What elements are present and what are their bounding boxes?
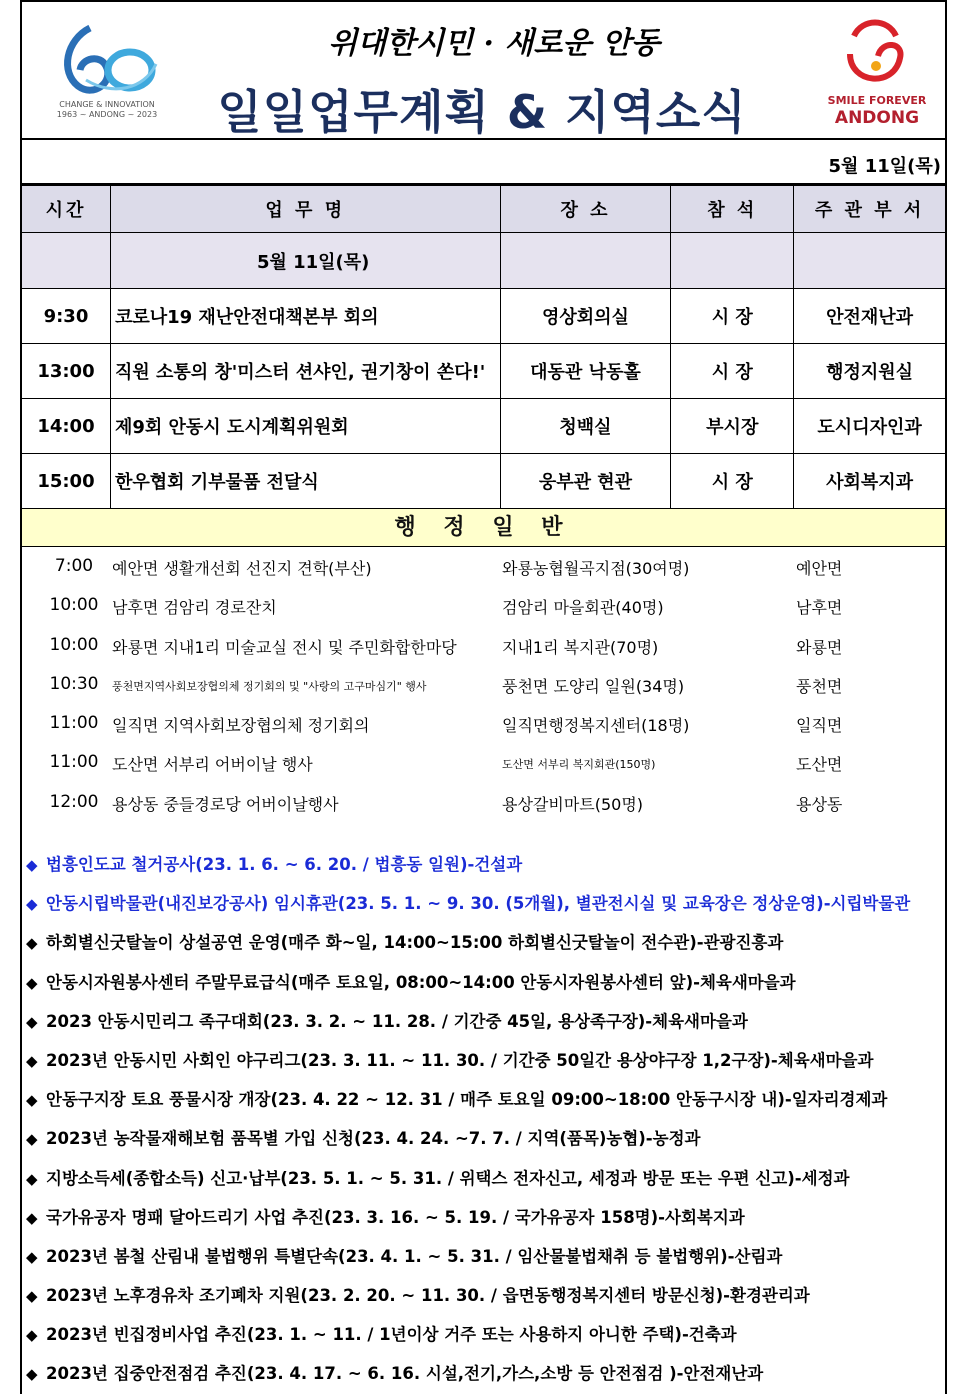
sixty-logo-icon xyxy=(52,20,162,100)
diamond-bullet-icon: ◆ xyxy=(26,1287,38,1306)
admin-place: 도산면 서부리 복지회관(150명) xyxy=(502,758,656,772)
notice-text: 안동구지장 토요 풍물시장 개장(23. 4. 22 ~ 12. 31 / 매주 토요일 09:00~18:00 안동구시장 내)-일자리경제과 xyxy=(46,1090,888,1110)
diamond-bullet-icon: ◆ xyxy=(26,1012,38,1031)
date-row xyxy=(22,140,945,185)
event-attend: 부시장 xyxy=(671,399,794,454)
admin-name: 남후면 검암리 경로잔치 xyxy=(112,598,277,618)
slogan: 위대한시민 · 새로운 안동 xyxy=(328,26,660,61)
admin-time: 7:00 xyxy=(54,556,94,576)
col-time: 시간 xyxy=(22,186,111,233)
diamond-bullet-icon: ◆ xyxy=(26,895,38,914)
table-row xyxy=(22,399,946,454)
schedule-date-label: 5월 11일(목) xyxy=(110,233,500,289)
notice-text: 2023년 노후경유차 조기폐차 지원(23. 2. 20. ~ 11. 30. / 읍면동행정복지센터 방문신청)-환경관리과 xyxy=(46,1286,810,1306)
admin-place: 지내1리 복지관(70명) xyxy=(502,637,659,657)
admin-time: 10:00 xyxy=(49,595,99,616)
table-row xyxy=(22,344,946,399)
notice-text: 2023년 빈집정비사업 추진(23. 1. ~ 11. / 1년이상 거주 또는 사용하지 아니한 주택)-건축과 xyxy=(46,1325,737,1345)
diamond-bullet-icon: ◆ xyxy=(26,1051,38,1070)
list-item xyxy=(22,783,945,822)
notice-text: 안동시자원봉사센터 주말무료급식(매주 토요일, 08:00~14:00 안동시자원봉사센터 앞)-체육새마을과 xyxy=(46,972,796,992)
event-place: 대동관 낙동홀 xyxy=(500,344,671,399)
admin-dept: 예안면 xyxy=(796,559,843,578)
anniversary-logo xyxy=(52,20,162,130)
list-item xyxy=(22,665,945,704)
event-dept: 안전재난과 xyxy=(794,289,946,344)
admin-name: 예안면 생활개선회 선진지 견학(부산) xyxy=(112,559,372,578)
notice-item xyxy=(22,923,945,962)
notice-text: 지방소득세(종합소득) 신고·납부(23. 5. 1. ~ 5. 31. / 위택스 전자신고, 세정과 방문 또는 우편 신고)-세정과 xyxy=(46,1168,850,1188)
table-row xyxy=(22,454,946,509)
list-item xyxy=(22,547,945,586)
col-dept: 주 관 부 서 xyxy=(794,186,946,233)
notice-text: 국가유공자 명패 달아드리기 사업 추진(23. 3. 16. ~ 5. 19. / 국가유공자 158명)-사회복지과 xyxy=(46,1207,745,1227)
event-time: 14:00 xyxy=(22,399,111,454)
admin-time: 11:00 xyxy=(49,752,99,773)
admin-place: 와룡농협월곡지점(30여명) xyxy=(502,559,690,578)
notice-text: 2023년 집중안전점검 추진(23. 4. 17. ~ 6. 16. 시설,전기,가스,소방 등 안전점검 )-안전재난과 xyxy=(46,1364,764,1384)
event-place: 청백실 xyxy=(500,399,671,454)
header xyxy=(22,2,945,140)
notice-item xyxy=(22,845,945,884)
event-attend: 시 장 xyxy=(671,289,794,344)
admin-name: 풍천면지역사회보장협의체 정기회의 및 "사랑의 고구마심기" 행사 xyxy=(112,679,427,693)
notice-text: 2023년 봄철 산림내 불법행위 특별단속(23. 4. 1. ~ 5. 31. / 임산물불법채취 등 불법행위)-산림과 xyxy=(46,1246,783,1266)
notice-item xyxy=(22,1315,945,1354)
diamond-bullet-icon: ◆ xyxy=(26,1130,38,1149)
admin-name: 도산면 서부리 어버이날 행사 xyxy=(112,755,313,775)
col-attend: 참 석 xyxy=(671,186,794,233)
admin-dept: 와룡면 xyxy=(796,637,843,657)
page-title: 일일업무계획 & 지역소식 xyxy=(217,85,747,139)
event-time: 13:00 xyxy=(22,344,111,399)
admin-place: 풍천면 도양리 일원(34명) xyxy=(502,676,685,696)
admin-name: 용상동 중들경로당 어버이날행사 xyxy=(112,794,339,814)
event-dept: 행정지원실 xyxy=(794,344,946,399)
admin-dept: 풍천면 xyxy=(796,676,843,696)
logo-tagline: CHANGE & INNOVATION xyxy=(59,100,155,109)
notice-list xyxy=(22,845,945,1394)
admin-name: 일직면 지역사회보장협의체 정기회의 xyxy=(112,716,370,736)
admin-dept: 남후면 xyxy=(796,598,843,618)
event-dept: 사회복지과 xyxy=(794,454,946,509)
col-task: 업 무 명 xyxy=(110,186,500,233)
admin-time: 11:00 xyxy=(49,713,99,734)
notice-text: 2023년 안동시민 사회인 야구리그(23. 3. 11. ~ 11. 30. / 기간중 50일간 용상야구장 1,2구장)-체육새마을과 xyxy=(46,1050,874,1070)
event-name: 한우협회 기부물품 전달식 xyxy=(110,454,500,509)
notice-text: 2023년 농작물재해보험 품목별 가입 신청(23. 4. 24. ~7. 7. / 지역(품목)농협)-농정과 xyxy=(46,1129,701,1149)
brand-line1: SMILE FOREVER xyxy=(827,94,927,107)
event-name: 코로나19 재난안전대책본부 회의 xyxy=(110,289,500,344)
list-item xyxy=(22,586,945,625)
schedule-date-row xyxy=(22,233,946,289)
list-item xyxy=(22,704,945,743)
admin-place: 일직면행정복지센터(18명) xyxy=(502,716,690,736)
notice-item xyxy=(22,1237,945,1276)
admin-place: 용상갈비마트(50명) xyxy=(502,794,644,814)
event-attend: 시 장 xyxy=(671,454,794,509)
notice-item xyxy=(22,963,945,1002)
event-time: 15:00 xyxy=(22,454,111,509)
diamond-bullet-icon: ◆ xyxy=(26,1365,38,1384)
notice-item xyxy=(22,1198,945,1237)
notice-item xyxy=(22,1159,945,1198)
notice-text: 하회별신굿탈놀이 상설공연 운영(매주 화~일, 14:00~15:00 하회별신굿탈놀이 전수관)-관광진흥과 xyxy=(46,933,784,953)
notice-item xyxy=(22,1041,945,1080)
diamond-bullet-icon: ◆ xyxy=(26,1247,38,1266)
admin-place: 검암리 마을회관(40명) xyxy=(502,598,664,618)
diamond-bullet-icon: ◆ xyxy=(26,1326,38,1345)
andong-brand-logo xyxy=(812,14,942,134)
event-time: 9:30 xyxy=(22,289,111,344)
logo-years: 1963 ~ ANDONG ~ 2023 xyxy=(56,110,158,119)
schedule-table xyxy=(21,185,946,509)
event-place: 영상회의실 xyxy=(500,289,671,344)
diamond-bullet-icon: ◆ xyxy=(26,1091,38,1110)
smile-andong-icon xyxy=(842,14,912,92)
notice-text: 2023 안동시민리그 족구대회(23. 3. 2. ~ 11. 28. / 기간중 45일, 용상족구장)-체육새마을과 xyxy=(46,1011,748,1031)
diamond-bullet-icon: ◆ xyxy=(26,1208,38,1227)
schedule-header-row xyxy=(22,186,946,233)
diamond-bullet-icon: ◆ xyxy=(26,973,38,992)
notice-item xyxy=(22,1354,945,1393)
event-name: 직원 소통의 창'미스터 션샤인, 권기창이 쏜다!' xyxy=(110,344,500,399)
event-name: 제9회 안동시 도시계획위원회 xyxy=(110,399,500,454)
admin-time: 12:00 xyxy=(49,791,99,812)
admin-name: 와룡면 지내1리 미술교실 전시 및 주민화합한마당 xyxy=(112,637,457,657)
admin-dept: 도산면 xyxy=(796,755,843,775)
event-dept: 도시디자인과 xyxy=(794,399,946,454)
diamond-bullet-icon: ◆ xyxy=(26,856,38,874)
col-place: 장 소 xyxy=(500,186,671,233)
report-date: 5월 11일(목) xyxy=(828,156,941,177)
notice-item xyxy=(22,1002,945,1041)
notice-text: 안동시립박물관(내진보강공사) 임시휴관(23. 5. 1. ~ 9. 30. (5개월), 별관전시실 및 교육장은 정상운영)-시립박물관 xyxy=(46,894,911,914)
event-attend: 시 장 xyxy=(671,344,794,399)
admin-section-heading: 행 정 일 반 xyxy=(22,508,945,547)
list-item xyxy=(22,626,945,665)
admin-dept: 일직면 xyxy=(796,716,843,736)
table-row xyxy=(22,289,946,344)
brand-line2: ANDONG xyxy=(834,108,920,128)
notice-item xyxy=(22,1119,945,1158)
notice-item xyxy=(22,1276,945,1315)
notice-item xyxy=(22,884,945,923)
admin-time: 10:00 xyxy=(49,634,99,655)
list-item xyxy=(22,743,945,782)
notice-text: 법흥인도교 철거공사(23. 1. 6. ~ 6. 20. / 법흥동 일원)-건설과 xyxy=(46,855,523,874)
diamond-bullet-icon: ◆ xyxy=(26,1169,38,1188)
admin-dept: 용상동 xyxy=(796,794,843,814)
notice-item xyxy=(22,1080,945,1119)
event-place: 웅부관 현관 xyxy=(500,454,671,509)
admin-list xyxy=(22,547,945,822)
diamond-bullet-icon: ◆ xyxy=(26,934,38,953)
admin-time: 10:30 xyxy=(49,673,99,694)
